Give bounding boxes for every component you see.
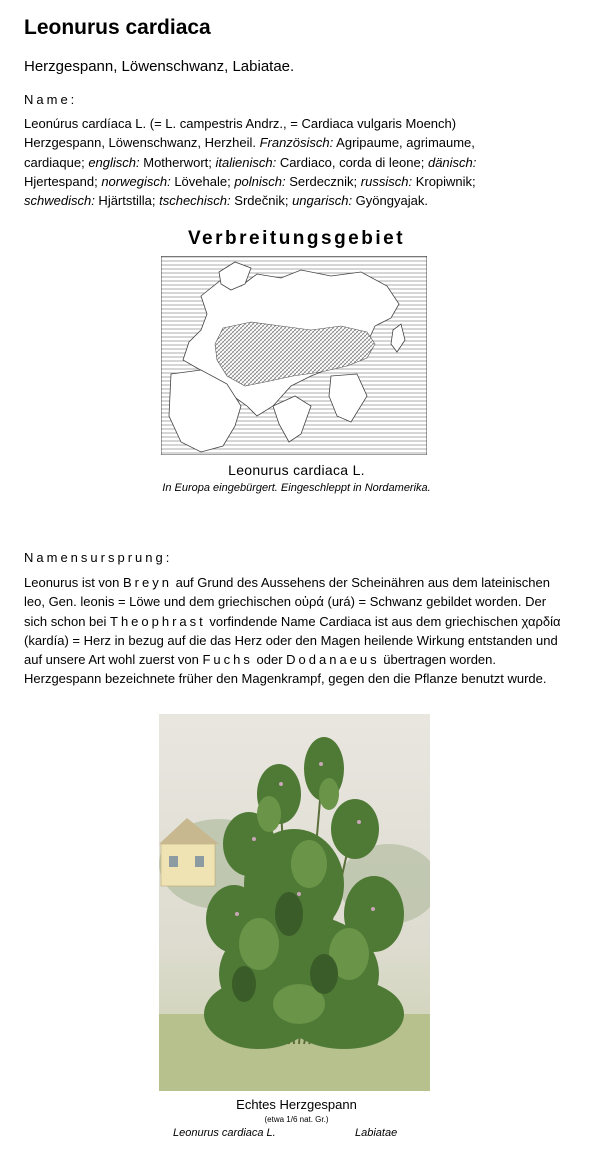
distribution-map-svg: [161, 256, 427, 455]
german-names: Herzgespann, Löwenschwanz, Herzheil.: [24, 135, 260, 151]
botanical-synonyms: Leonúrus cardíaca L. (= L. campestris Andrz., = Cardiaca vulgaris Moench): [24, 116, 457, 131]
language-label: russisch:: [360, 173, 413, 189]
language-value: Motherwort;: [139, 154, 216, 170]
name-section-heading: Name:: [24, 92, 78, 107]
origin-text: übertragen worden. Herzgespann bezeichnete früher den Magenkrampf, gegen den die Pflanze benutzt wurde.: [24, 652, 547, 687]
author-name: Breyn: [123, 575, 172, 590]
language-value: Hjertespand;: [24, 173, 102, 189]
language-label: englisch:: [88, 154, 140, 170]
language-label: ungarisch:: [292, 193, 353, 209]
language-label: norwegisch:: [101, 173, 171, 189]
language-value: Lövehale;: [170, 173, 235, 189]
author-name: Theophrast: [110, 613, 206, 629]
language-value: Hjärtstilla;: [94, 193, 160, 209]
language-value: Gyöngyajak.: [352, 193, 428, 209]
language-label: Französisch:: [259, 135, 334, 151]
language-value: Cardiaco, corda di leone;: [276, 154, 428, 170]
language-value: Agripaume, agrimaume,: [333, 135, 475, 151]
language-value: Serdecznik;: [285, 173, 361, 189]
language-value: Srdečnik;: [230, 193, 293, 209]
author-name: Fuchs: [202, 652, 253, 668]
plant-illustration-svg: [159, 714, 430, 1091]
language-label: italienisch:: [215, 154, 277, 170]
language-label: schwedisch:: [24, 193, 95, 209]
language-value: cardiaque;: [24, 154, 89, 170]
map-caption: Leonurus cardiaca L.: [228, 462, 365, 478]
plant-caption: Echtes Herzgespann: [236, 1097, 357, 1112]
map-subcaption: In Europa eingebürgert. Eingeschleppt in Nordamerika.: [162, 482, 431, 494]
author-name: Dodanaeus: [286, 652, 380, 668]
origin-section-heading: Namensursprung:: [24, 550, 173, 565]
origin-text: auf Grund des Aussehens der Scheinähren aus dem lateinischen leo, Gen. leonis = Löwe und dem griechischen οὐρά (urá) = Schwanz gebildet worden. Der sich schon bei: [24, 575, 550, 629]
page-title: Leonurus cardiaca: [24, 16, 211, 39]
plant-latin-name: Leonurus cardiaca L.: [173, 1127, 276, 1139]
distribution-map-title: Verbreitungsgebiet: [187, 228, 406, 249]
language-label: polnisch:: [234, 173, 286, 189]
origin-text: oder: [252, 652, 287, 668]
language-label: dänisch:: [427, 154, 477, 170]
plant-illustration: [159, 714, 430, 1091]
language-label: tschechisch:: [159, 193, 231, 209]
origin-text: Leonurus ist von: [24, 575, 124, 590]
common-names-subtitle: Herzgespann, Löwenschwanz, Labiatae.: [24, 58, 295, 75]
name-section-paragraph: [24, 114, 572, 210]
origin-section-paragraph: [24, 573, 572, 689]
plant-size-note: (etwa 1/6 nat. Gr.): [264, 1115, 329, 1124]
origin-text: vorfindende Name Cardiaca ist aus dem griechischen χαρδία (kardía) = Herz in bezug auf die das Herz oder den Magen heilende Wirkung entstanden und auf unsere Art wohl zuerst von: [24, 613, 561, 668]
language-value: Kropiwnik;: [412, 173, 476, 189]
distribution-map-image: [161, 256, 427, 455]
plant-family-name: Labiatae: [355, 1127, 398, 1139]
